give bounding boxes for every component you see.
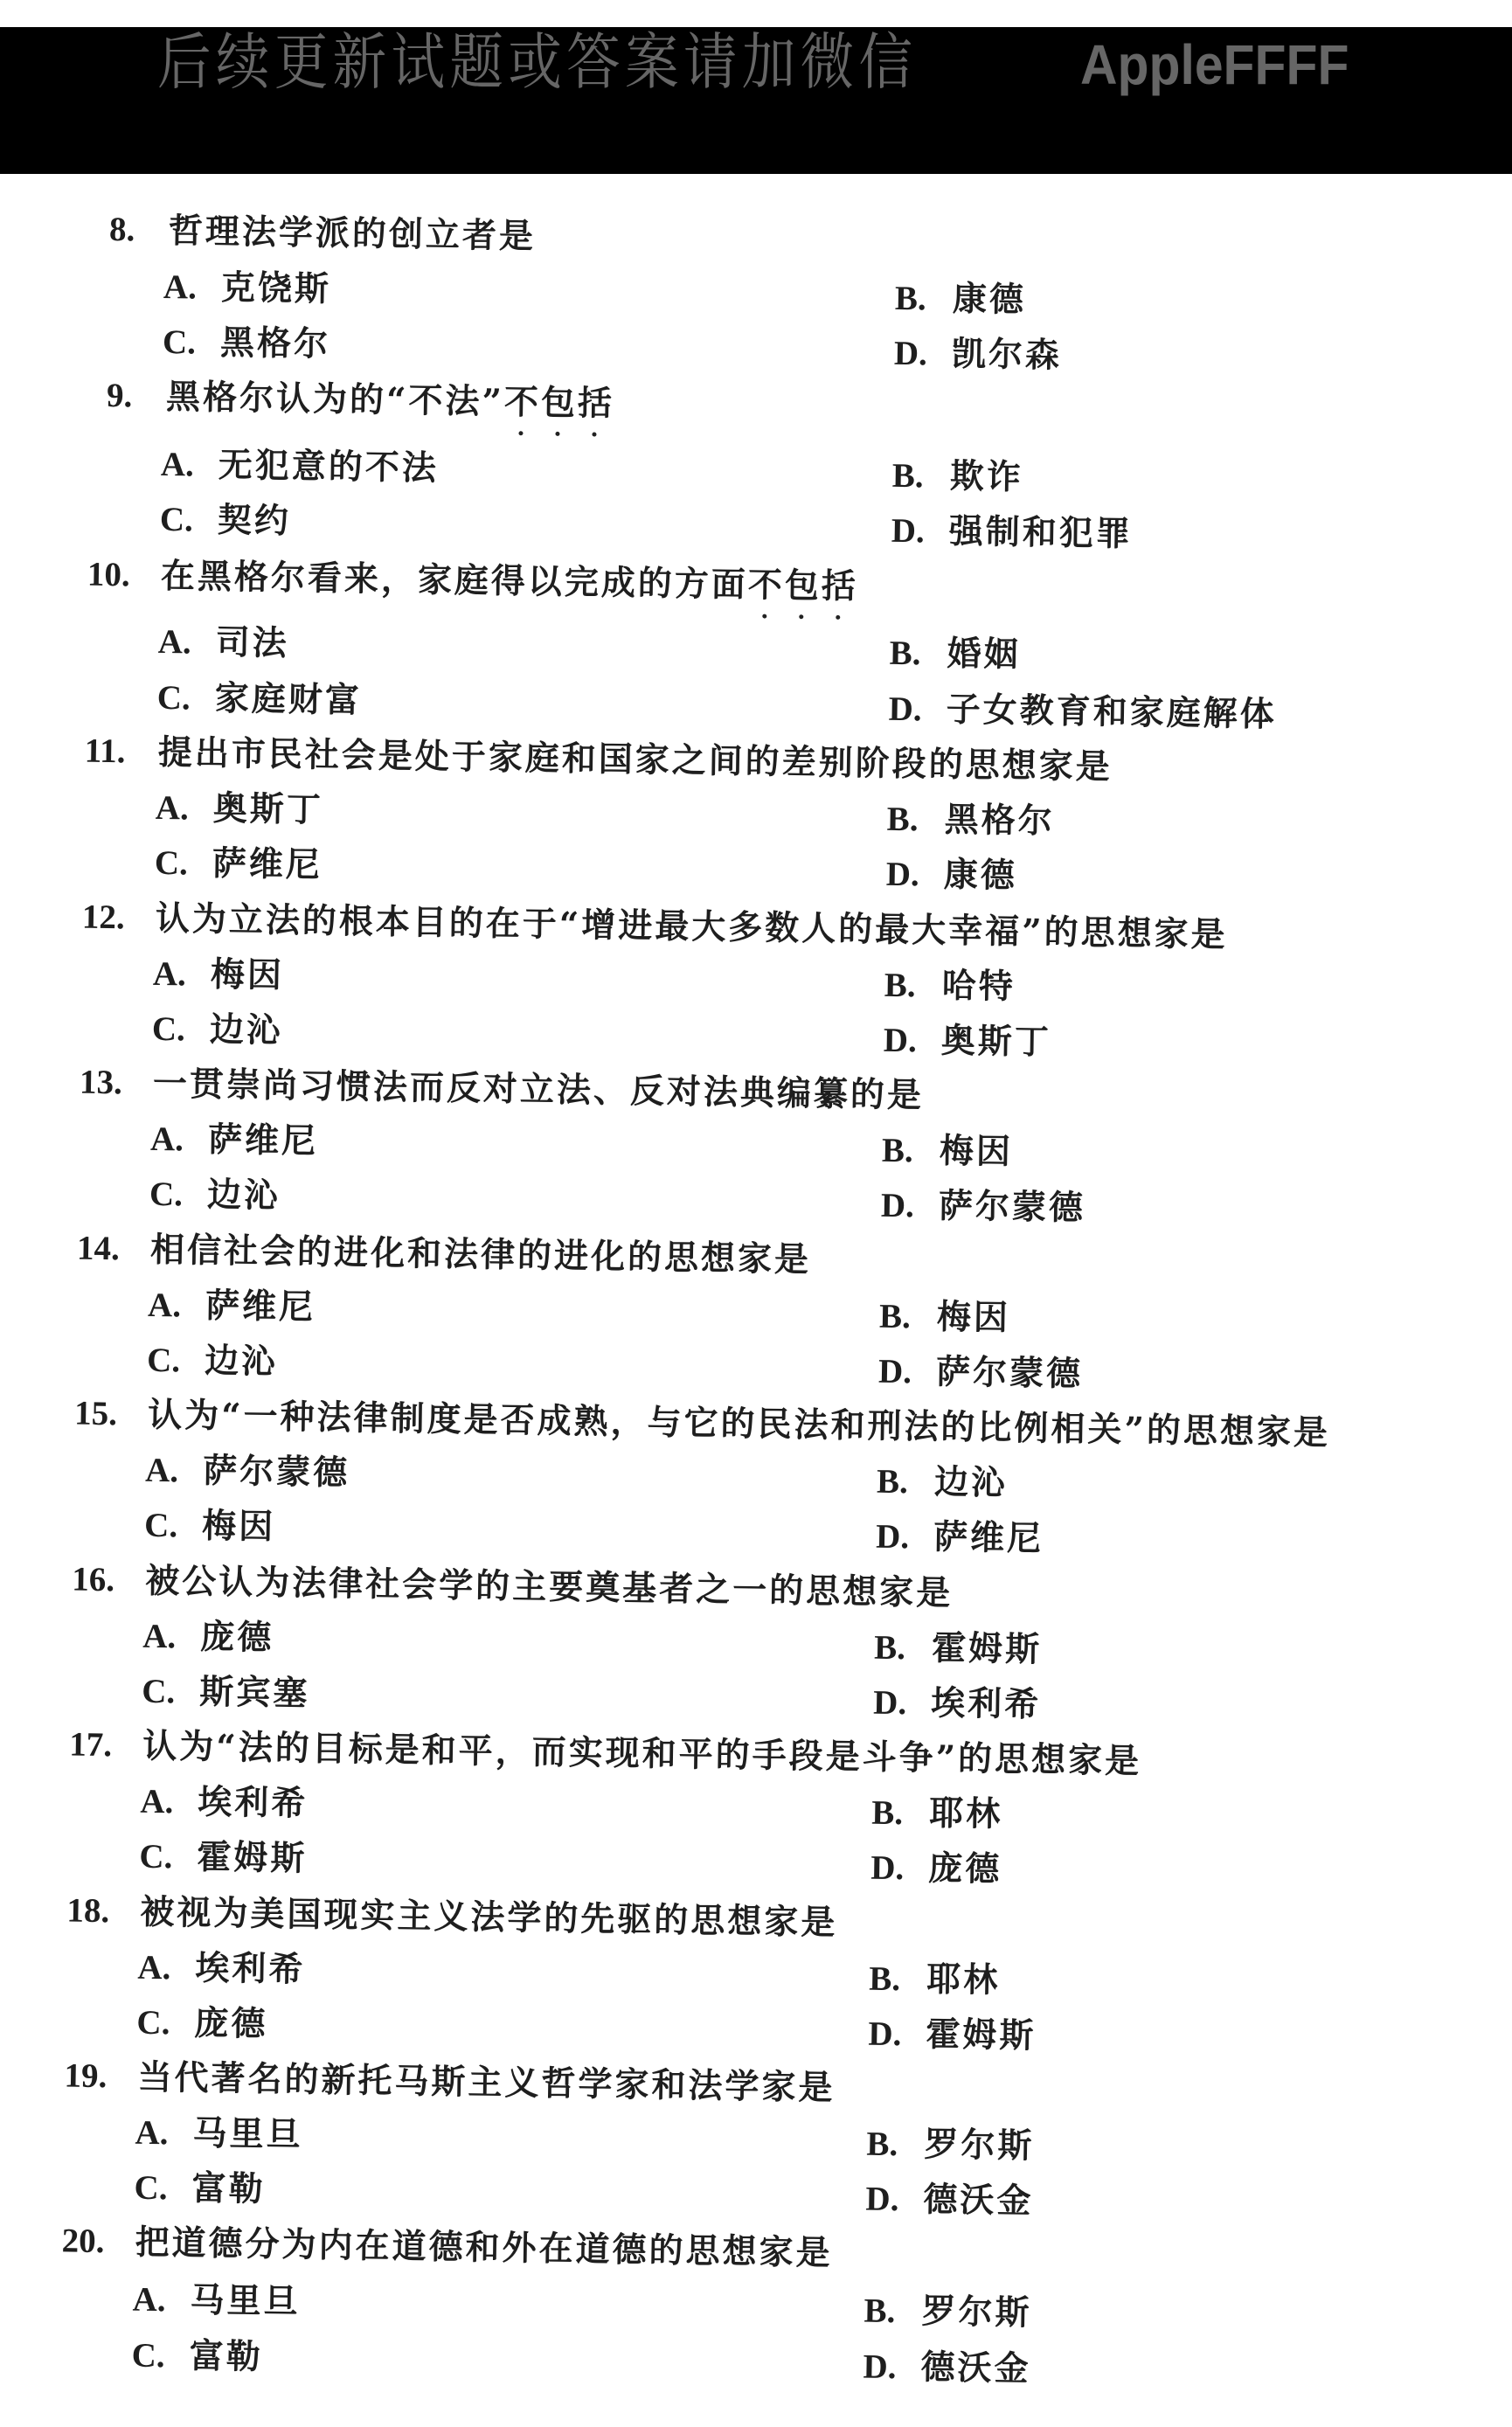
option-label: A.: [163, 267, 198, 307]
option-d: [894, 332, 1063, 377]
option-label: B.: [886, 800, 919, 839]
emphasized-char: 包: [540, 382, 579, 424]
question-text: 被视为美国现实主义法学的先驱的思想家是: [140, 1891, 838, 1944]
option-label: C.: [151, 1009, 186, 1049]
option-text: 庞德: [194, 2002, 268, 2045]
question-number: 10.: [87, 555, 131, 594]
option-text: 耶林: [926, 1959, 1001, 2001]
question-text: 认为“法的目标是和平，而实现和平的手段是斗争”的思想家是: [142, 1725, 1142, 1782]
option-text: 哈特: [941, 965, 1016, 1008]
question-stem: [73, 1393, 1331, 1453]
question-number: 20.: [61, 2222, 105, 2261]
emphasized-text: [748, 565, 859, 607]
option-label: C.: [149, 1175, 184, 1214]
question-number: 17.: [69, 1725, 113, 1765]
option-b: [884, 964, 1016, 1008]
option-label: D.: [863, 2347, 897, 2387]
option-a: [145, 1449, 350, 1494]
question-number: 13.: [79, 1063, 123, 1102]
question-number: 12.: [81, 898, 125, 937]
option-label: A.: [140, 1782, 174, 1821]
option-label: C.: [159, 500, 194, 539]
option-label: B.: [866, 2125, 898, 2164]
option-a: [157, 621, 289, 664]
option-label: B.: [870, 1793, 904, 1833]
option-text: 埃利希: [930, 1682, 1042, 1725]
option-label: C.: [139, 1837, 173, 1876]
option-label: B.: [884, 966, 916, 1005]
option-b: [895, 277, 1027, 321]
question-text: 相信社会的进化和法律的进化的思想家是: [149, 1229, 812, 1280]
question-stem: [87, 554, 859, 607]
question-stem: [76, 1228, 812, 1280]
question-stem: [108, 209, 537, 257]
option-b: [882, 1129, 1014, 1173]
option-d: [884, 1019, 1052, 1064]
option-label: B.: [894, 279, 926, 318]
option-a: [142, 1615, 274, 1659]
option-b: [879, 1295, 1011, 1339]
option-label: B.: [876, 1462, 909, 1501]
question-number: 18.: [66, 1891, 110, 1931]
option-text: 富勒: [189, 2335, 264, 2377]
option-label: C.: [162, 322, 197, 362]
option-d: [876, 1515, 1044, 1560]
question-stem: [64, 2055, 836, 2109]
option-text: 霍姆斯: [926, 2014, 1037, 2056]
question-stem: [61, 2220, 833, 2273]
option-a: [153, 953, 285, 996]
option-text: 强制和犯罪: [948, 510, 1134, 555]
option-text: 奥斯丁: [940, 1020, 1052, 1063]
question-stem: [69, 1724, 1142, 1782]
question-text: [166, 376, 615, 425]
option-b: [871, 1792, 1003, 1835]
question-stem: [106, 375, 615, 424]
option-d: [865, 2178, 1034, 2222]
option-label: C.: [136, 2003, 170, 2042]
banner-text-cn: 后续更新试题或答案请加微信: [157, 26, 918, 98]
option-label: A.: [149, 1120, 184, 1159]
option-label: A.: [137, 1948, 171, 1987]
option-label: C.: [146, 1341, 181, 1380]
question-stem: [66, 1890, 838, 1944]
option-label: D.: [877, 1352, 912, 1391]
option-a: [161, 443, 440, 489]
question-text: [161, 555, 859, 607]
option-label: D.: [893, 334, 928, 373]
option-label: B.: [878, 1297, 912, 1336]
option-text: 无犯意的不法: [218, 444, 440, 489]
option-a: [148, 1284, 316, 1328]
option-text: 萨维尼: [933, 1516, 1044, 1559]
option-label: D.: [868, 2014, 902, 2054]
option-label: B.: [889, 634, 921, 673]
option-d: [881, 1184, 1086, 1230]
option-label: A.: [157, 622, 192, 662]
option-b: [886, 798, 1055, 843]
option-label: A.: [144, 1451, 179, 1490]
option-b: [866, 2123, 1035, 2167]
option-label: B.: [864, 2292, 896, 2331]
option-text: 霍姆斯: [931, 1627, 1043, 1670]
question-number: 19.: [64, 2056, 108, 2096]
option-label: B.: [873, 1628, 906, 1668]
option-text: 埃利希: [198, 1781, 309, 1824]
option-text: 罗尔斯: [921, 2291, 1032, 2333]
option-text: 奥斯丁: [212, 787, 324, 830]
option-label: A.: [135, 2113, 169, 2153]
option-text: 萨维尼: [207, 1119, 319, 1161]
option-c: [155, 842, 323, 886]
option-label: D.: [865, 2180, 899, 2219]
option-d: [891, 510, 1133, 555]
option-b: [889, 632, 1021, 676]
option-d: [868, 2013, 1037, 2057]
option-a: [137, 1946, 306, 1991]
option-text: 萨维尼: [205, 1285, 316, 1328]
question-number: 8.: [108, 211, 135, 249]
option-text: 庞德: [199, 1616, 274, 1659]
option-c: [156, 676, 362, 722]
option-b: [869, 1958, 1001, 2001]
option-text: 凯尔森: [951, 333, 1063, 376]
option-text: 庞德: [927, 1848, 1002, 1890]
option-text: 德沃金: [923, 2179, 1034, 2222]
option-text: 霍姆斯: [197, 1836, 308, 1879]
emphasized-char: 括: [577, 383, 615, 424]
option-label: D.: [883, 1021, 918, 1060]
option-text: 德沃金: [920, 2347, 1031, 2389]
option-text: 埃利希: [195, 1947, 306, 1990]
option-c: [149, 1173, 281, 1217]
option-b: [891, 454, 1023, 498]
option-a: [155, 787, 323, 831]
emphasized-char: 不: [747, 565, 786, 606]
option-d: [870, 1847, 1002, 1890]
question-stem: [71, 1559, 954, 1614]
question-text: 当代著名的新托马斯主义哲学家和法学家是: [137, 2056, 836, 2109]
option-c: [147, 1339, 279, 1383]
option-d: [873, 1682, 1042, 1726]
option-c: [144, 1504, 276, 1548]
option-c: [160, 498, 292, 542]
option-text: 康德: [952, 278, 1027, 321]
option-label: D.: [880, 1186, 915, 1225]
option-text: 马里旦: [192, 2112, 303, 2155]
question-number: 11.: [84, 732, 126, 771]
option-a: [135, 2111, 303, 2156]
option-text: 边沁: [209, 1009, 284, 1051]
option-text: 克饶斯: [220, 267, 332, 309]
option-text: 子女教育和家庭解体: [946, 689, 1278, 735]
emphasized-text: [504, 382, 615, 424]
option-text: 罗尔斯: [924, 2124, 1035, 2167]
option-text: 富勒: [191, 2167, 266, 2210]
option-label: A.: [147, 1286, 182, 1325]
option-label: D.: [870, 1848, 905, 1888]
option-b: [864, 2290, 1032, 2334]
option-label: C.: [141, 1672, 176, 1711]
banner-text-en: AppleFFFF: [1080, 33, 1349, 96]
option-c: [142, 1670, 310, 1715]
option-a: [150, 1118, 319, 1162]
option-d: [885, 853, 1017, 897]
option-label: C.: [154, 843, 189, 883]
option-label: B.: [869, 1959, 901, 1999]
option-c: [136, 2001, 268, 2045]
question-text-main: 在黑格尔看来，家庭得以完成的方面: [160, 555, 749, 606]
option-text: 萨尔蒙德: [202, 1450, 350, 1494]
option-b: [874, 1626, 1043, 1671]
question-text: 认为立法的根本目的在于“增进最大多数人的最大幸福”的思想家是: [155, 898, 1228, 955]
option-text: 欺诈: [949, 455, 1024, 498]
emphasized-char: 不: [503, 381, 542, 423]
option-label: C.: [131, 2336, 165, 2375]
option-label: C.: [134, 2168, 168, 2208]
option-label: D.: [872, 1683, 907, 1723]
option-label: A.: [155, 788, 190, 828]
option-text: 司法: [215, 621, 290, 664]
option-text: 康德: [943, 854, 1018, 897]
emphasized-char: 括: [821, 565, 859, 607]
option-label: B.: [891, 456, 924, 496]
question-number: 16.: [71, 1560, 115, 1599]
option-d: [863, 2346, 1031, 2390]
option-text: 边沁: [204, 1340, 279, 1383]
option-b: [877, 1460, 1009, 1504]
question-number: 14.: [76, 1229, 121, 1268]
option-text: 萨尔蒙德: [938, 1185, 1086, 1229]
question-text-main: 黑格尔认为的“不法”: [165, 377, 505, 422]
option-label: D.: [891, 511, 926, 551]
question-text: 提出市民社会是处于家庭和国家之间的差别阶段的思想家是: [157, 732, 1113, 787]
option-text: 婚姻: [947, 633, 1022, 676]
option-c: [139, 1835, 308, 1880]
option-label: D.: [888, 690, 922, 729]
option-label: A.: [142, 1617, 177, 1656]
option-label: A.: [152, 954, 187, 994]
option-label: C.: [143, 1506, 178, 1545]
question-number: 15.: [73, 1394, 118, 1433]
option-c: [152, 1008, 284, 1051]
option-d: [888, 688, 1277, 736]
option-text: 斯宾塞: [198, 1671, 310, 1714]
option-text: 耶林: [928, 1793, 1003, 1834]
option-text: 契约: [217, 499, 292, 542]
emphasized-char: 包: [784, 565, 822, 607]
option-text: 黑格尔: [944, 799, 1056, 842]
question-text: 把道德分为内在道德和外在道德的思想家是: [135, 2222, 833, 2273]
option-text: 梅因: [936, 1296, 1011, 1338]
question-text: 哲理法学派的创立者是: [168, 211, 537, 257]
option-c: [134, 2167, 266, 2210]
option-text: 边沁: [206, 1174, 281, 1217]
option-label: D.: [875, 1517, 910, 1557]
option-text: 萨维尼: [212, 843, 323, 885]
option-text: 梅因: [939, 1130, 1014, 1173]
option-label: B.: [881, 1131, 914, 1170]
option-a: [132, 2278, 301, 2323]
question-text: 被公认为法律社会学的主要奠基者之一的思想家是: [144, 1560, 954, 1614]
option-text: 马里旦: [190, 2279, 301, 2322]
option-a: [140, 1780, 309, 1825]
question-text: 认为“一种法律制度是否成熟，与它的民法和刑法的比例相关”的思想家是: [147, 1394, 1331, 1453]
question-text: 一贯崇尚习惯法而反对立法、反对法典编纂的是: [152, 1063, 925, 1116]
option-a: [163, 266, 332, 310]
option-d: [878, 1350, 1084, 1396]
option-text: 梅因: [210, 953, 285, 996]
option-text: 黑格尔: [219, 322, 331, 364]
option-label: A.: [160, 445, 195, 484]
question-stem: [84, 731, 1113, 787]
option-text: 边沁: [933, 1461, 1009, 1503]
option-label: D.: [885, 855, 920, 894]
option-c: [131, 2334, 263, 2378]
question-stem: [81, 897, 1228, 955]
option-label: C.: [156, 678, 191, 718]
option-label: A.: [132, 2280, 166, 2320]
question-number: 9.: [106, 376, 133, 415]
option-text: 萨尔蒙德: [935, 1351, 1084, 1395]
option-c: [163, 321, 331, 365]
option-text: 家庭财富: [214, 677, 363, 721]
option-text: 梅因: [201, 1505, 276, 1548]
